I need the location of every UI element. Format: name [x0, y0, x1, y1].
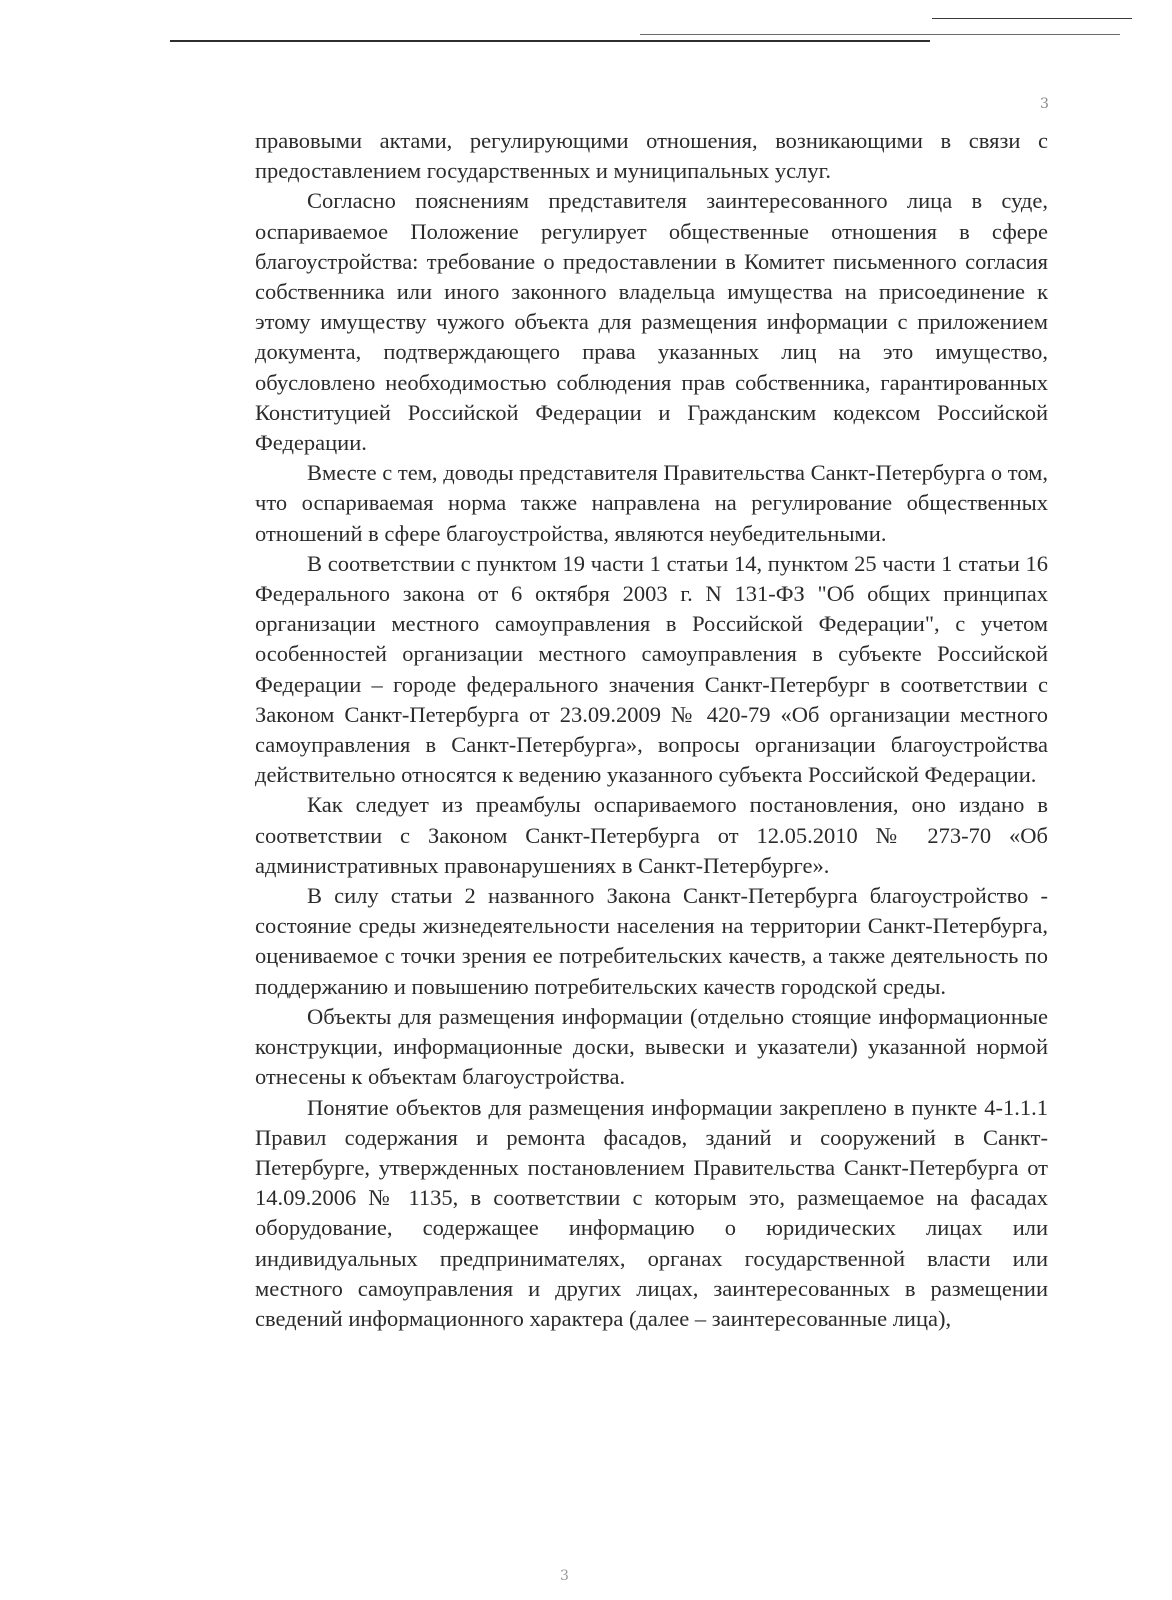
paragraph: Объекты для размещения информации (отдельно стоящие информационные конструкции, информационные доски, вывески и указатели) указанной нормой отнесены к объектам благоустройства.: [255, 1003, 1048, 1090]
paragraph: Понятие объектов для размещения информации закреплено в пункте 4-1.1.1 Правил содержания и ремонта фасадов, зданий и сооружений в Санкт-Петербурге, утвержденных постановлением Правительства Санкт-Петербурга от 14.09.2006 № 1135, в соответствии с которым это, размещаемое на фасадах оборудование, содержащее информацию о юридических лицах или индивидуальных предпринимателях, органах государственной власти или местного самоуправления и других лицах, заинтересованных в размещении сведений информационного характера (далее – заинтересованные лица),: [255, 1094, 1048, 1331]
scan-artifact-line: [640, 34, 1120, 35]
document-body: [255, 126, 1048, 1334]
paragraph: Согласно пояснениям представителя заинтересованного лица в суде, оспариваемое Положение регулирует общественные отношения в сфере благоустройства: требование о предоставлении в Комитет письменного согласия собственника или иного законного владельца имущества на присоединение к этому имуществу чужого объекта для размещения информации с приложением документа, подтверждающего права указанных лиц на это имущество, обусловлено необходимостью соблюдения прав собственника, гарантированных Конституцией Российской Федерации и Гражданским кодексом Российской Федерации.: [255, 188, 1048, 456]
paragraph: Как следует из преамбулы оспариваемого постановления, оно издано в соответствии с Законом Санкт-Петербурга от 12.05.2010 № 273-70 «Об административных правонарушениях в Санкт-Петербурге».: [255, 792, 1048, 878]
paragraph: правовыми актами, регулирующими отношения, возникающими в связи с предоставлением государственных и муниципальных услуг.: [255, 128, 1048, 184]
page-number: 3: [1040, 96, 1049, 112]
paragraph: В силу статьи 2 названного Закона Санкт-Петербурга благоустройство - состояние среды жизнедеятельности населения на территории Санкт-Петербурга, оцениваемое с точки зрения ее потребительских качеств, а также деятельность по поддержанию и повышению потребительских качеств городской среды.: [255, 883, 1048, 999]
scan-artifact-line: [170, 40, 930, 42]
paragraph: Вместе с тем, доводы представителя Правительства Санкт-Петербурга о том, что оспариваемая норма также направлена на регулирование общественных отношений в сфере благоустройства, являются неубедительными.: [255, 460, 1048, 546]
footer-page-mark: 3: [560, 1568, 569, 1584]
paragraph: В соответствии с пунктом 19 части 1 статьи 14, пунктом 25 части 1 статьи 16 Федерального закона от 6 октября 2003 г. N 131-ФЗ "Об общих принципах организации местного самоуправления в Российской Федерации", с учетом особенностей организации местного самоуправления в субъекте Российской Федерации – городе федерального значения Санкт-Петербург в соответствии с Законом Санкт-Петербурга от 23.09.2009 № 420-79 «Об организации местного самоуправления в Санкт-Петербурга», вопросы организации благоустройства действительно относятся к ведению указанного субъекта Российской Федерации.: [255, 550, 1048, 788]
scan-artifact-line: [932, 18, 1132, 19]
